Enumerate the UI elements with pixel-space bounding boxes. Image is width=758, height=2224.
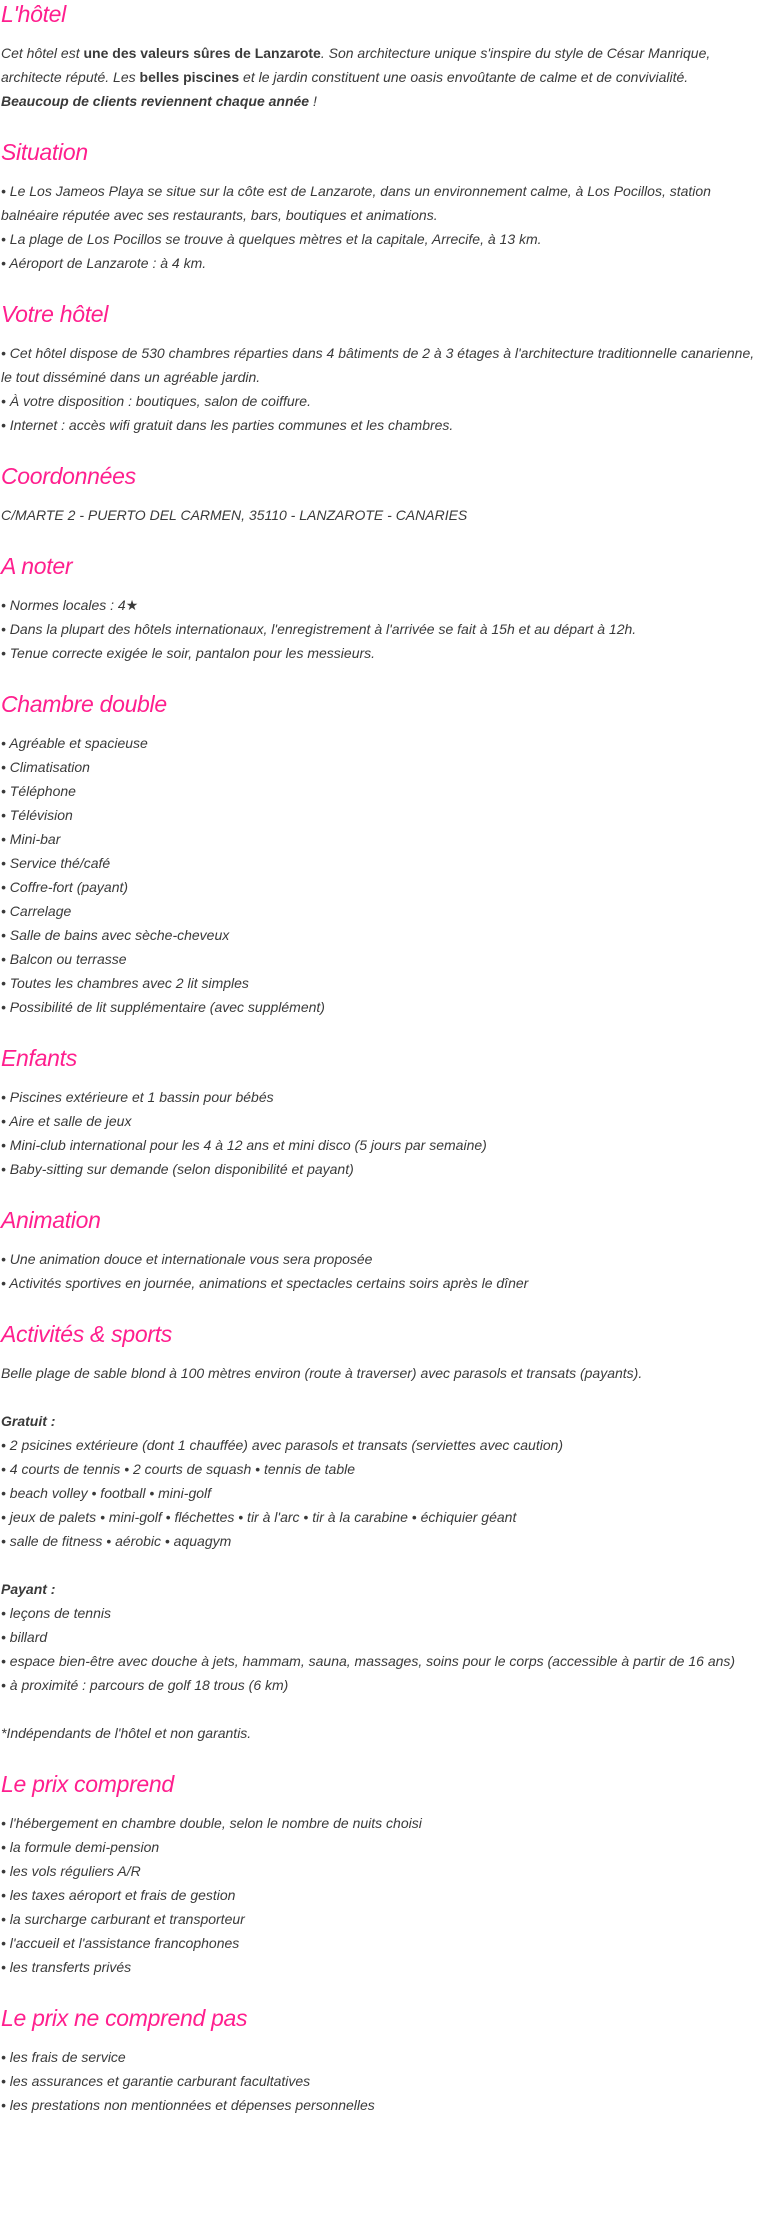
- list-item: • La plage de Los Pocillos se trouve à quelques mètres et la capitale, Arrecife, à 13 km.: [1, 231, 542, 247]
- list-item: • Baby-sitting sur demande (selon disponibilité et payant): [1, 1161, 354, 1177]
- list-item: • Activités sportives en journée, animations et spectacles certains soirs après le dîner: [1, 1275, 529, 1291]
- section-body-situation: [1, 179, 757, 275]
- section-title-hotel: L'hôtel: [1, 1, 66, 27]
- list-item: • les prestations non mentionnées et dépenses personnelles: [1, 2097, 375, 2113]
- list-item: • l'accueil et l'assistance francophones: [1, 1935, 240, 1951]
- section-prix-comprend: [1, 1770, 757, 1979]
- list-item: • 2 psicines extérieure (dont 1 chauffée) avec parasols et transats (serviettes avec caution): [1, 1437, 564, 1453]
- hotel-bold-2: belles piscines: [139, 69, 240, 85]
- section-body-coordonnees: [1, 503, 757, 527]
- list-item: • À votre disposition : boutiques, salon de coiffure.: [1, 393, 311, 409]
- section-body-animation: [1, 1247, 757, 1295]
- section-title-a-noter: A noter: [1, 553, 73, 579]
- list-item: • Coffre-fort (payant): [1, 879, 129, 895]
- list-item: • Piscines extérieure et 1 bassin pour bébés: [1, 1089, 274, 1105]
- hotel-bold-3: Beaucoup de clients reviennent chaque année: [1, 93, 310, 109]
- section-coordonnees: [1, 462, 757, 527]
- section-body-chambre: [1, 731, 757, 1019]
- list-item: • les frais de service: [1, 2049, 126, 2065]
- section-hotel: [1, 0, 757, 113]
- list-item: • les taxes aéroport et frais de gestion: [1, 1887, 236, 1903]
- list-item: • Télévision: [1, 807, 73, 823]
- section-a-noter: [1, 552, 757, 665]
- section-title-prix-ne-comprend: Le prix ne comprend pas: [1, 2005, 248, 2031]
- list-item: • 4 courts de tennis • 2 courts de squash • tennis de table: [1, 1461, 356, 1477]
- hotel-text-3: et le jardin constituent une oasis envoûtante de calme et de convivialité.: [239, 69, 689, 85]
- list-item: • salle de fitness • aérobic • aquagym: [1, 1533, 232, 1549]
- spacer: [1, 1553, 757, 1577]
- spacer: [1, 1697, 757, 1721]
- section-body-a-noter: [1, 593, 757, 665]
- list-item: • espace bien-être avec douche à jets, hammam, sauna, massages, soins pour le corps (accessible à partir de 16 ans): [1, 1653, 736, 1669]
- section-title-coordonnees: Coordonnées: [1, 463, 136, 489]
- section-votre-hotel: [1, 300, 757, 437]
- payant-label: Payant :: [1, 1581, 56, 1597]
- list-item: • à proximité : parcours de golf 18 trous (6 km): [1, 1677, 289, 1693]
- list-item: • Cet hôtel dispose de 530 chambres réparties dans 4 bâtiments de 2 à 3 étages à l'architecture traditionnelle canarienne, le tout disséminé dans un agréable jardin.: [1, 345, 755, 385]
- list-item: • Service thé/café: [1, 855, 111, 871]
- list-item: • les transferts privés: [1, 1959, 132, 1975]
- list-item: • la surcharge carburant et transporteur: [1, 1911, 245, 1927]
- list-item: • Le Los Jameos Playa se situe sur la côte est de Lanzarote, dans un environnement calme, à Los Pocillos, station balnéaire réputée avec ses restaurants, bars, boutiques et animations.: [1, 183, 711, 223]
- section-body-votre-hotel: [1, 341, 757, 437]
- hotel-text-1: Cet hôtel est: [1, 45, 84, 61]
- section-title-prix-comprend: Le prix comprend: [1, 1771, 174, 1797]
- section-animation: [1, 1206, 757, 1295]
- list-item: • la formule demi-pension: [1, 1839, 160, 1855]
- list-item: • Une animation douce et internationale vous sera proposée: [1, 1251, 373, 1267]
- section-activites: [1, 1320, 757, 1745]
- section-prix-ne-comprend: [1, 2004, 757, 2117]
- list-item: • jeux de palets • mini-golf • fléchettes • tir à l'arc • tir à la carabine • échiquier géant: [1, 1509, 517, 1525]
- list-item: • l'hébergement en chambre double, selon le nombre de nuits choisi: [1, 1815, 422, 1831]
- list-item: • Climatisation: [1, 759, 90, 775]
- list-item: • Tenue correcte exigée le soir, pantalon pour les messieurs.: [1, 645, 376, 661]
- list-item: • Possibilité de lit supplémentaire (avec supplément): [1, 999, 325, 1015]
- list-item: • Internet : accès wifi gratuit dans les parties communes et les chambres.: [1, 417, 454, 433]
- section-title-enfants: Enfants: [1, 1045, 77, 1071]
- list-item: • Aéroport de Lanzarote : à 4 km.: [1, 255, 207, 271]
- list-item: • Dans la plupart des hôtels internationaux, l'enregistrement à l'arrivée se fait à 15h et au départ à 12h.: [1, 621, 637, 637]
- section-chambre: [1, 690, 757, 1019]
- list-item: • les vols réguliers A/R: [1, 1863, 141, 1879]
- section-enfants: [1, 1044, 757, 1181]
- section-body-prix-comprend: [1, 1811, 757, 1979]
- section-title-activites: Activités & sports: [1, 1321, 172, 1347]
- list-item: • beach volley • football • mini-golf: [1, 1485, 212, 1501]
- section-title-votre-hotel: Votre hôtel: [1, 301, 109, 327]
- list-item: • Aire et salle de jeux: [1, 1113, 132, 1129]
- hotel-address: C/MARTE 2 - PUERTO DEL CARMEN, 35110 - LANZAROTE - CANARIES: [1, 507, 468, 523]
- list-item: • Agréable et spacieuse: [1, 735, 148, 751]
- list-item: • Normes locales : 4★: [1, 597, 139, 613]
- list-item: • Téléphone: [1, 783, 76, 799]
- activites-intro: Belle plage de sable blond à 100 mètres environ (route à traverser) avec parasols et transats (payants).: [1, 1365, 643, 1381]
- list-item: • leçons de tennis: [1, 1605, 111, 1621]
- list-item: • Carrelage: [1, 903, 72, 919]
- hotel-bold-1: une des valeurs sûres de Lanzarote: [83, 45, 321, 61]
- hotel-text-4: !: [309, 93, 317, 109]
- list-item: • les assurances et garantie carburant facultatives: [1, 2073, 311, 2089]
- gratuit-label: Gratuit :: [1, 1413, 56, 1429]
- spacer: [1, 1385, 757, 1409]
- list-item: • Mini-bar: [1, 831, 61, 847]
- activites-note: *Indépendants de l'hôtel et non garantis.: [1, 1725, 252, 1741]
- list-item: • Balcon ou terrasse: [1, 951, 127, 967]
- list-item: • Toutes les chambres avec 2 lit simples: [1, 975, 249, 991]
- section-body-prix-ne-comprend: [1, 2045, 757, 2117]
- section-title-animation: Animation: [1, 1207, 101, 1233]
- section-body-hotel: [1, 41, 757, 113]
- list-item: • Salle de bains avec sèche-cheveux: [1, 927, 230, 943]
- section-title-situation: Situation: [1, 139, 88, 165]
- section-body-enfants: [1, 1085, 757, 1181]
- list-item: • billard: [1, 1629, 48, 1645]
- section-title-chambre: Chambre double: [1, 691, 167, 717]
- list-item: • Mini-club international pour les 4 à 12 ans et mini disco (5 jours par semaine): [1, 1137, 487, 1153]
- hotel-intro-paragraph: [1, 41, 757, 113]
- section-body-activites: [1, 1361, 757, 1745]
- hotel-text-2: . Son architecture unique s'inspire du style de César Manrique, architecte réputé. Les: [1, 45, 711, 85]
- section-situation: [1, 138, 757, 275]
